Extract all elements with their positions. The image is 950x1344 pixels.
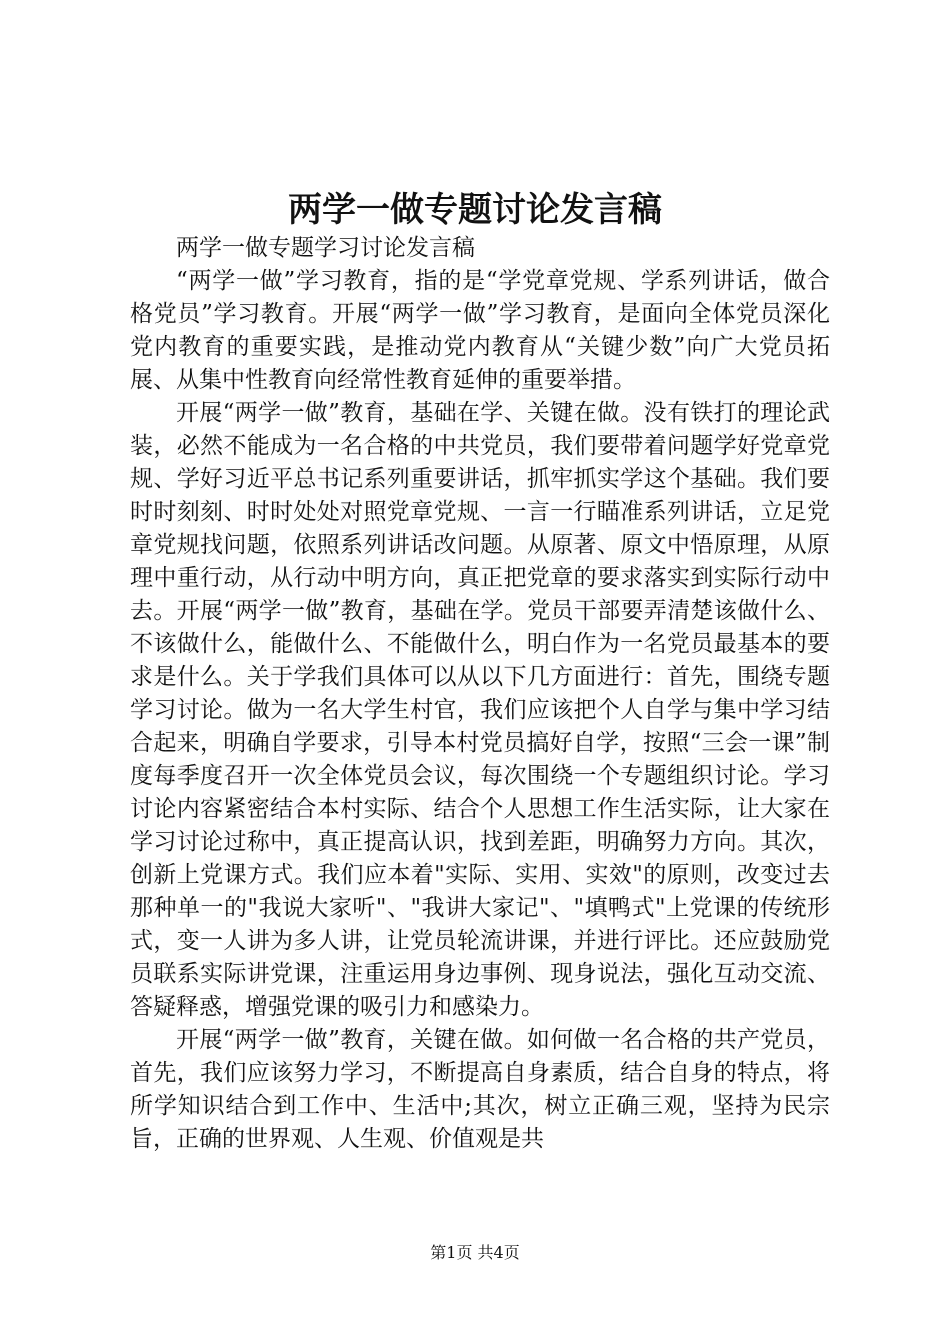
page-number-footer: 第1页 共4页 [430, 1243, 520, 1262]
paragraph: “两学一做”学习教育，指的是“学党章党规、学系列讲话，做合格党员”学习教育。开展“两学一做”学习教育，是面向全体党员深化党内教育的重要实践，是推动党内教育从“关键少数”向广大党员拓展、从集中性教育向经常性教育延伸的重要举措。 [130, 268, 830, 393]
paragraph: 开展“两学一做”教育，基础在学、关键在做。没有铁打的理论武装，必然不能成为一名合格的中共党员，我们要带着问题学好党章党规、学好习近平总书记系列重要讲话，抓牢抓实学这个基础。我们要时时刻刻、时时处处对照党章党规、一言一行瞄准系列讲话，立足党章党规找问题，依照系列讲话改问题。从原著、原文中悟原理，从原理中重行动，从行动中明方向，真正把党章的要求落实到实际行动中去。开展“两学一做”教育，基础在学。党员干部要弄清楚该做什么、不该做什么，能做什么、不能做什么，明白作为一名党员最基本的要求是什么。关于学我们具体可以从以下几方面进行：首先，围绕专题学习讨论。做为一名大学生村官，我们应该把个人自学与集中学习结合起来，明确自学要求，引导本村党员搞好自学，按照“三会一课”制度每季度召开一次全体党员会议，每次围绕一个专题组织讨论。学习讨论内容紧密结合本村实际、结合个人思想工作生活实际，让大家在学习讨论过称中，真正提高认识，找到差距，明确努力方向。其次，创新上党课方式。我们应本着"实际、实用、实效"的原则，改变过去那种单一的"我说大家听"、"我讲大家记"、"填鸭式"上党课的传统形式，变一人讲为多人讲，让党员轮流讲课，并进行评比。还应鼓励党员联系实际讲党课，注重运用身边事例、现身说法，强化互动交流、答疑释惑，增强党课的吸引力和感染力。 [130, 400, 830, 1020]
document-title: 两学一做专题讨论发言稿 [288, 190, 662, 230]
paragraph-subtitle: 两学一做专题学习讨论发言稿 [176, 235, 475, 261]
paragraph: 开展“两学一做”教育，关键在做。如何做一名合格的共产党员，首先，我们应该努力学习，不断提高自身素质，结合自身的特点，将所学知识结合到工作中、生活中;其次，树立正确三观，坚持为民宗旨，正确的世界观、人生观、价值观是共 [130, 1027, 830, 1152]
document-body [130, 232, 830, 1156]
